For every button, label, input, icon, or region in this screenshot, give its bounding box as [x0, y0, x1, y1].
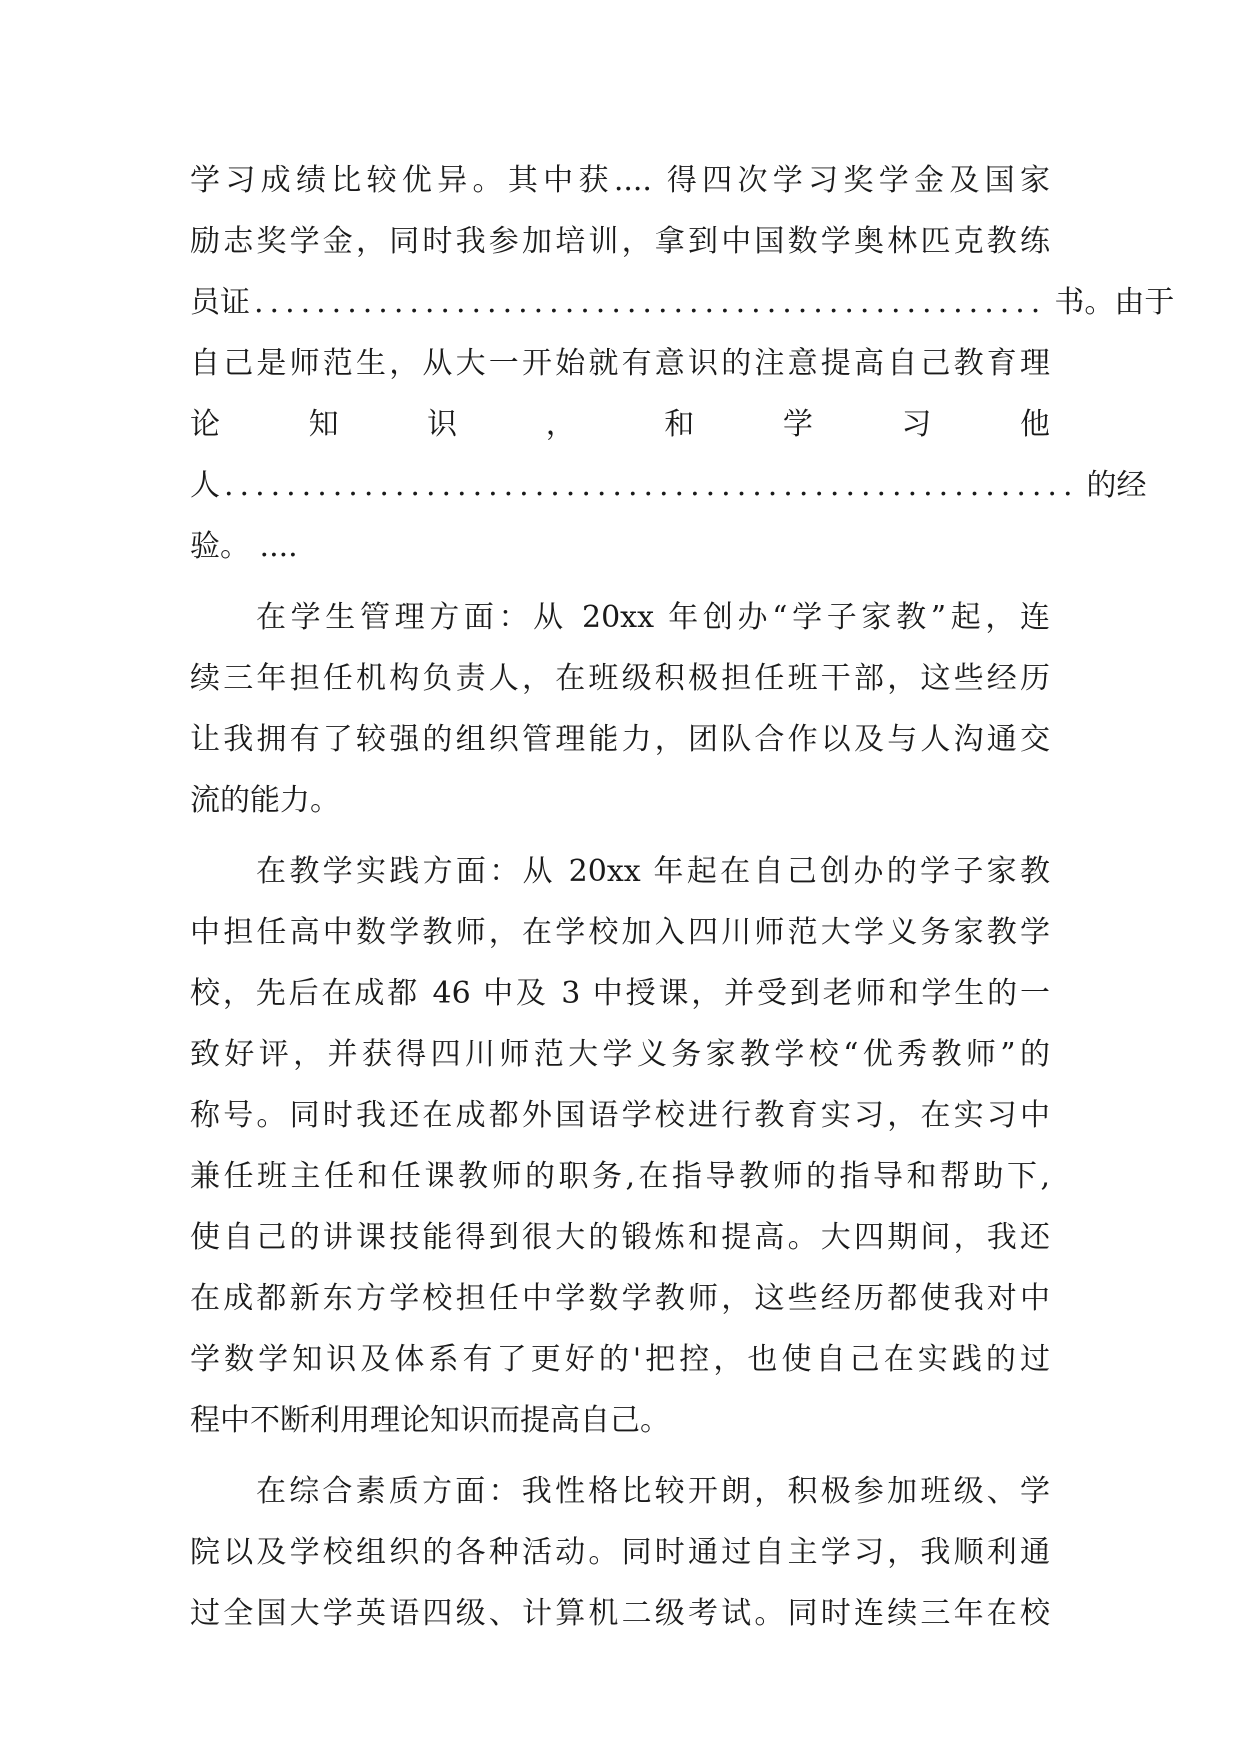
text-line: 励志奖学金，同时我参加培训，拿到中国数学奥林匹克教练 [190, 224, 1050, 259]
text-line: 院以及学校组织的各种活动。同时通过自主学习，我顺利通 [190, 1535, 1050, 1570]
paragraph-quality [190, 1461, 1050, 1644]
text-line: 学习成绩比较优异。其中获.... 得四次学习奖学金及国家 [190, 163, 1050, 198]
paragraph-management [190, 587, 1050, 831]
dot-leader: ....................................................... [224, 468, 1079, 503]
spread-text-line [190, 394, 1050, 455]
spread-word: 他 [1019, 407, 1050, 442]
paragraph-gap [190, 577, 1050, 587]
text-line: 自己是师范生，从大一开始就有意识的注意提高自己教育理 [190, 346, 1050, 381]
text-line: 在学生管理方面：从 20xx 年创办“学子家教”起，连 [256, 600, 1050, 635]
spread-word: 学 [782, 407, 813, 442]
paragraph-teaching [190, 841, 1050, 1451]
leader-lead-text: 员证 [190, 285, 250, 320]
text-line: 致好评，并获得四川师范大学义务家教学校“优秀教师”的 [190, 1037, 1050, 1072]
dot-leader: ................................................... [254, 285, 1047, 320]
spread-word: 识 [427, 407, 458, 442]
leader-lead-text: 人 [190, 468, 220, 503]
spread-word: 和 [664, 407, 695, 442]
text-line: 学数学知识及体系有了更好的'把控，也使自己在实践的过 [190, 1342, 1050, 1377]
text-line-with-leader [190, 455, 1147, 516]
text-line: 在教学实践方面：从 20xx 年起在自己创办的学子家教 [256, 854, 1050, 889]
text-line: 验。 .... [190, 529, 298, 564]
spread-word: 知 [308, 407, 339, 442]
text-line: 使自己的讲课技能得到很大的锻炼和提高。大四期间，我还 [190, 1220, 1050, 1255]
text-line: 流的能力。 [190, 783, 340, 818]
text-line: 续三年担任机构负责人，在班级积极担任班干部，这些经历 [190, 661, 1050, 696]
paragraph-gap [190, 831, 1050, 841]
text-line: 校，先后在成都 46 中及 3 中授课，并受到老师和学生的一 [190, 976, 1050, 1011]
document-body [190, 150, 1175, 1644]
text-line: 在综合素质方面：我性格比较开朗，积极参加班级、学 [256, 1474, 1050, 1509]
text-line: 让我拥有了较强的组织管理能力，团队合作以及与人沟通交 [190, 722, 1050, 757]
spread-word: 论 [190, 407, 220, 442]
text-line: 程中不断利用理论知识而提高自己。 [190, 1403, 670, 1438]
spread-word: 习 [901, 407, 932, 442]
text-line: 兼任班主任和任课教师的职务,在指导教师的指导和帮助下, [190, 1159, 1050, 1194]
leader-tail-text: 的经 [1086, 468, 1147, 503]
text-line: 在成都新东方学校担任中学数学教师，这些经历都使我对中 [190, 1281, 1050, 1316]
text-line: 中担任高中数学教师，在学校加入四川师范大学义务家教学 [190, 915, 1050, 950]
text-line: 称号。同时我还在成都外国语学校进行教育实习，在实习中 [190, 1098, 1050, 1133]
leader-tail-text: 书。由于 [1054, 285, 1175, 320]
text-line: 过全国大学英语四级、计算机二级考试。同时连续三年在校 [190, 1596, 1050, 1631]
spread-word: ， [545, 407, 576, 442]
paragraph-gap [190, 1451, 1050, 1461]
text-line-with-leader [190, 272, 1175, 333]
